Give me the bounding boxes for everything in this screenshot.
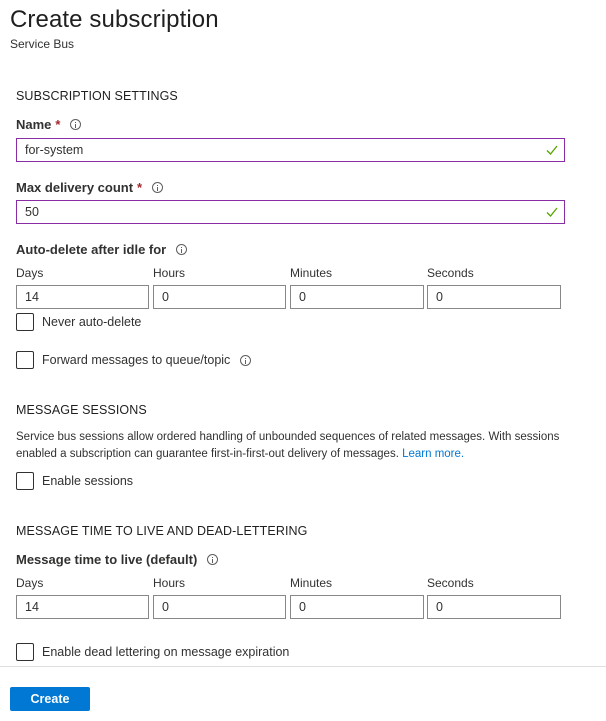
ttl-seconds-label: Seconds — [427, 576, 474, 590]
checkmark-icon — [546, 206, 558, 218]
ttl-hours-input[interactable]: 0 — [153, 595, 286, 619]
auto-delete-hours-input[interactable]: 0 — [153, 285, 286, 309]
info-icon[interactable] — [152, 182, 163, 193]
learn-more-link[interactable]: Learn more. — [402, 448, 465, 460]
sessions-description — [16, 429, 561, 463]
info-icon[interactable] — [70, 119, 81, 130]
info-icon[interactable] — [176, 244, 187, 255]
message-sessions-heading: MESSAGE SESSIONS — [16, 403, 147, 417]
auto-delete-seconds-input[interactable]: 0 — [427, 285, 561, 309]
checkmark-icon — [546, 144, 558, 156]
required-marker: * — [137, 180, 143, 195]
max-delivery-input-value: 50 — [25, 205, 39, 219]
ttl-days-label: Days — [16, 576, 44, 590]
max-delivery-label — [16, 180, 163, 195]
never-auto-delete-checkbox[interactable] — [16, 313, 141, 331]
max-delivery-input[interactable] — [16, 200, 565, 224]
checkbox-box[interactable] — [16, 313, 34, 331]
auto-delete-seconds-label: Seconds — [427, 266, 474, 280]
info-icon[interactable] — [207, 554, 218, 565]
ttl-label — [16, 552, 218, 567]
subscription-settings-heading: SUBSCRIPTION SETTINGS — [16, 89, 178, 103]
max-delivery-label-text: Max delivery count — [16, 180, 134, 195]
name-input[interactable] — [16, 138, 565, 162]
info-icon[interactable] — [240, 355, 251, 366]
create-button[interactable]: Create — [10, 687, 90, 711]
auto-delete-label-text: Auto-delete after idle for — [16, 242, 167, 257]
footer-divider — [0, 666, 606, 667]
ttl-days-input[interactable]: 14 — [16, 595, 149, 619]
page-subtitle: Service Bus — [10, 37, 75, 51]
ttl-minutes-label: Minutes — [290, 576, 333, 590]
auto-delete-hours-label: Hours — [153, 266, 186, 280]
auto-delete-minutes-label: Minutes — [290, 266, 333, 280]
auto-delete-minutes-input[interactable]: 0 — [290, 285, 424, 309]
ttl-label-text: Message time to live (default) — [16, 552, 198, 567]
enable-sessions-checkbox[interactable] — [16, 472, 133, 490]
ttl-seconds-input[interactable]: 0 — [427, 595, 561, 619]
auto-delete-label — [16, 242, 187, 257]
auto-delete-days-label: Days — [16, 266, 44, 280]
enable-sessions-label: Enable sessions — [42, 474, 134, 488]
sessions-description-text: Service bus sessions allow ordered handling of unbounded sequences of related messages. With sessions enabled a subscription can guarantee first-in-first-out delivery of messages. — [16, 431, 560, 460]
dead-letter-checkbox[interactable] — [16, 643, 289, 661]
required-marker: * — [55, 117, 61, 132]
page-title: Create subscription — [10, 6, 219, 33]
ttl-heading: MESSAGE TIME TO LIVE AND DEAD-LETTERING — [16, 524, 308, 538]
name-label-text: Name — [16, 117, 52, 132]
auto-delete-days-input[interactable]: 14 — [16, 285, 149, 309]
forward-messages-label: Forward messages to queue/topic — [42, 353, 231, 367]
checkbox-box[interactable] — [16, 472, 34, 490]
dead-letter-label: Enable dead lettering on message expiration — [42, 645, 290, 659]
ttl-hours-label: Hours — [153, 576, 186, 590]
name-label — [16, 117, 81, 132]
checkbox-box[interactable] — [16, 351, 34, 369]
name-input-value: for-system — [25, 143, 84, 157]
checkbox-box[interactable] — [16, 643, 34, 661]
forward-messages-checkbox[interactable] — [16, 351, 251, 369]
never-auto-delete-label: Never auto-delete — [42, 315, 142, 329]
ttl-minutes-input[interactable]: 0 — [290, 595, 424, 619]
